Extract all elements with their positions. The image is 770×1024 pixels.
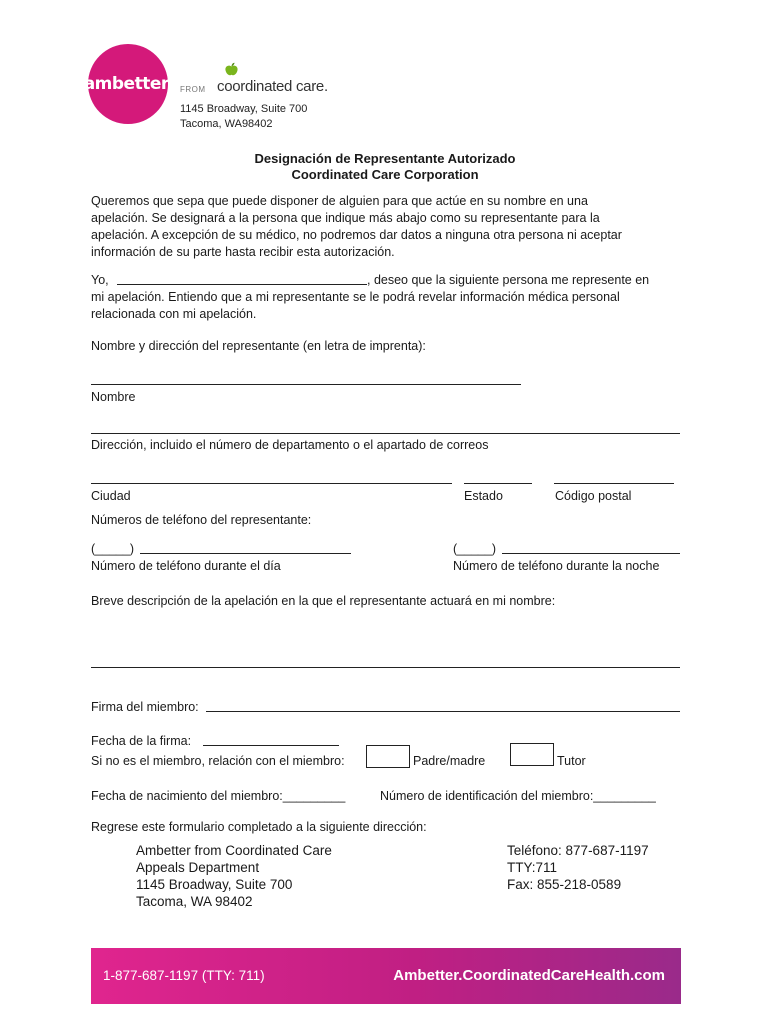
page-title: Designación de Representante Autorizado bbox=[254, 151, 516, 166]
area-code-night: (_____) bbox=[453, 542, 497, 556]
intro-line: Queremos que sepa que puede disponer de alguien para que actúe en su nombre en una bbox=[91, 194, 588, 208]
return-phone: Teléfono: 877-687-1197 bbox=[507, 843, 649, 858]
return-fax: Fax: 855-218-0589 bbox=[507, 877, 622, 892]
ambetter-logo bbox=[83, 44, 173, 124]
parent-checkbox[interactable] bbox=[366, 745, 410, 768]
yo-label: Yo, bbox=[91, 273, 109, 287]
rep-address-line[interactable] bbox=[91, 433, 680, 434]
zip-line[interactable] bbox=[554, 483, 674, 484]
city-label: Ciudad bbox=[91, 489, 131, 503]
intro-line: apelación. A excepción de su médico, no podremos dar datos a ninguna otra persona ni aceptar bbox=[91, 228, 622, 242]
return-address-line: Appeals Department bbox=[136, 860, 260, 875]
parent-option-label: Padre/madre bbox=[413, 754, 486, 768]
footer-banner bbox=[91, 948, 681, 1004]
from-label: FROM bbox=[180, 85, 206, 94]
relation-label: Si no es el miembro, relación con el miembro: bbox=[91, 754, 345, 768]
return-address-line: Ambetter from Coordinated Care bbox=[136, 843, 332, 858]
night-phone-label: Número de teléfono durante la noche bbox=[453, 559, 660, 573]
zip-label: Código postal bbox=[555, 489, 632, 503]
area-code-day: (_____) bbox=[91, 542, 135, 556]
header-address-line1: 1145 Broadway, Suite 700 bbox=[180, 103, 308, 115]
signature-date-line[interactable] bbox=[203, 745, 339, 746]
consent-line: , deseo que la siguiente persona me represente en bbox=[367, 273, 650, 287]
footer-website-link[interactable]: Ambetter.CoordinatedCareHealth.com bbox=[393, 967, 665, 984]
member-id-label: Número de identificación del miembro:_________ bbox=[380, 789, 656, 803]
rep-heading: Nombre y dirección del representante (en letra de imprenta): bbox=[91, 339, 426, 353]
dob-label: Fecha de nacimiento del miembro:_________ bbox=[91, 789, 346, 803]
partner-name: coordinated care. bbox=[217, 78, 328, 95]
intro-line: apelación. Se designará a la persona que indique más abajo como su representante para la bbox=[91, 211, 600, 225]
guardian-checkbox[interactable] bbox=[510, 743, 554, 766]
rep-address-label: Dirección, incluido el número de departamento o el apartado de correos bbox=[91, 438, 489, 452]
footer-phone[interactable]: 1-877-687-1197 (TTY: 711) bbox=[103, 968, 265, 983]
guardian-option-label: Tutor bbox=[557, 754, 586, 768]
appeal-desc-line[interactable] bbox=[91, 667, 680, 668]
night-phone-line[interactable] bbox=[502, 553, 680, 554]
rep-name-line[interactable] bbox=[91, 384, 521, 385]
page-subtitle: Coordinated Care Corporation bbox=[291, 167, 479, 182]
member-name-line[interactable] bbox=[117, 284, 367, 285]
return-heading: Regrese este formulario completado a la siguiente dirección: bbox=[91, 820, 427, 834]
apple-icon bbox=[224, 62, 239, 77]
logo-text: ambetter. bbox=[83, 74, 173, 94]
member-signature-line[interactable] bbox=[206, 711, 680, 712]
rep-name-label: Nombre bbox=[91, 390, 136, 404]
header-address-line2: Tacoma, WA98402 bbox=[180, 118, 273, 130]
consent-line: relacionada con mi apelación. bbox=[91, 307, 257, 321]
return-address-line: 1145 Broadway, Suite 700 bbox=[136, 877, 293, 892]
member-signature-label: Firma del miembro: bbox=[91, 700, 199, 714]
signature-date-label: Fecha de la firma: bbox=[91, 734, 192, 748]
city-line[interactable] bbox=[91, 483, 452, 484]
return-address-line: Tacoma, WA 98402 bbox=[136, 894, 253, 909]
state-label: Estado bbox=[464, 489, 503, 503]
return-tty: TTY:711 bbox=[507, 860, 558, 875]
appeal-desc-label: Breve descripción de la apelación en la que el representante actuará en mi nombre: bbox=[91, 594, 556, 608]
day-phone-line[interactable] bbox=[140, 553, 351, 554]
phones-heading: Números de teléfono del representante: bbox=[91, 513, 312, 527]
state-line[interactable] bbox=[464, 483, 532, 484]
intro-line: información de su parte hasta recibir esta autorización. bbox=[91, 245, 395, 259]
day-phone-label: Número de teléfono durante el día bbox=[91, 559, 281, 573]
consent-line: mi apelación. Entiendo que a mi representante se le podrá revelar información médica personal bbox=[91, 290, 620, 304]
